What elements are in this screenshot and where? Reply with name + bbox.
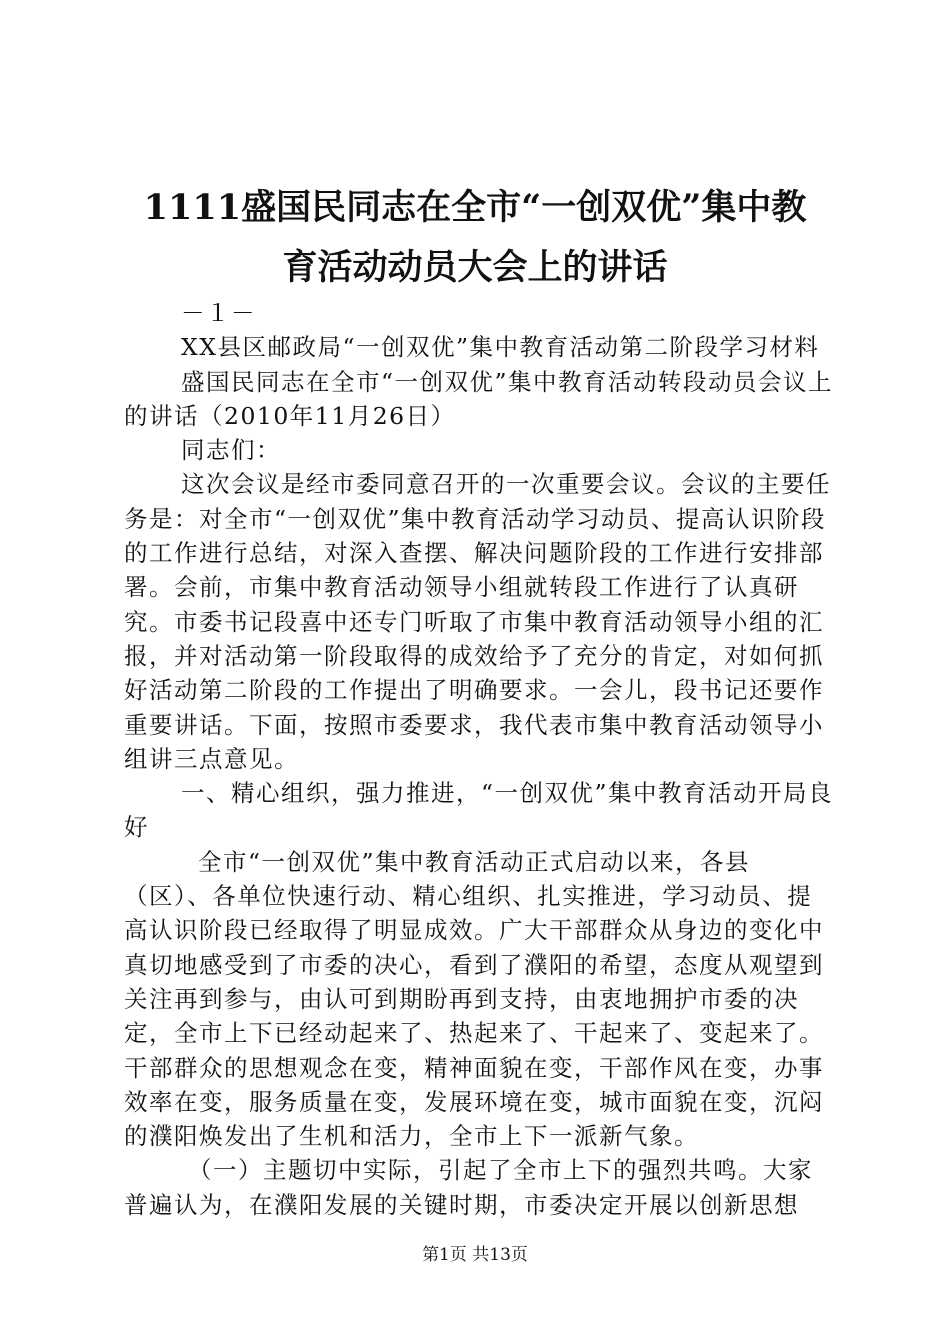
paragraph-intro: 这次会议是经市委同意召开的一次重要会议。会议的主要任务是：对全市“一创双优”集中教育活动学习动员、提高认识阶段的工作进行总结，对深入查摆、解决问题阶段的工作进行安排部署。会前，市集中教育活动领导小组就转段工作进行了认真研究。市委书记段喜中还专门听取了市集中教育活动领导小组的汇报，并对活动第一阶段取得的成效给予了充分的肯定，对如何抓好活动第二阶段的工作提出了明确要求。一会儿，段书记还要作重要讲话。下面，按照市委要求，我代表市集中教育活动领导小组讲三点意见。 <box>124 470 831 773</box>
page-footer: 第1页 共13页 <box>422 1245 528 1265</box>
document-body <box>124 296 836 1222</box>
document-title-line-1: 1111盛国民同志在全市“一创双优”集中教 <box>143 187 807 228</box>
paragraph-subsection-1: （一）主题切中实际，引起了全市上下的强烈共鸣。大家普遍认为，在濮阳发展的关键时期，市委决定开展以创新思想 <box>124 1156 813 1219</box>
paragraph-section-1: 全市“一创双优”集中教育活动正式启动以来，各县（区）、各单位快速行动、精心组织、扎实推进，学习动员、提高认识阶段已经取得了明显成效。广大干部群众从身边的变化中真切地感受到了市委的决心，看到了濮阳的希望，态度从观望到关注再到参与，由认可到期盼再到支持，由衷地拥护市委的决定，全市上下已经动起来了、热起来了、干起来了、变起来了。干部群众的思想观念在变，精神面貌在变，干部作风在变，办事效率在变，服务质量在变，发展环境在变，城市面貌在变，沉闷的濮阳焕发出了生机和活力，全市上下一派新气象。 <box>124 847 824 1151</box>
paragraph-salutation: 同志们： <box>181 436 281 465</box>
paragraph-subtitle: XX县区邮政局“一创双优”集中教育活动第二阶段学习材料 <box>181 333 820 362</box>
paragraph-speech-heading: 盛国民同志在全市“一创双优”集中教育活动转段动员会议上的讲话（2010年11月26日） <box>124 367 834 430</box>
document-title-line-2: 育活动动员大会上的讲话 <box>282 247 668 288</box>
section-heading-1: 一、精心组织，强力推进，“一创双优”集中教育活动开局良好 <box>124 779 834 842</box>
page-marker: －１－ <box>181 299 256 327</box>
